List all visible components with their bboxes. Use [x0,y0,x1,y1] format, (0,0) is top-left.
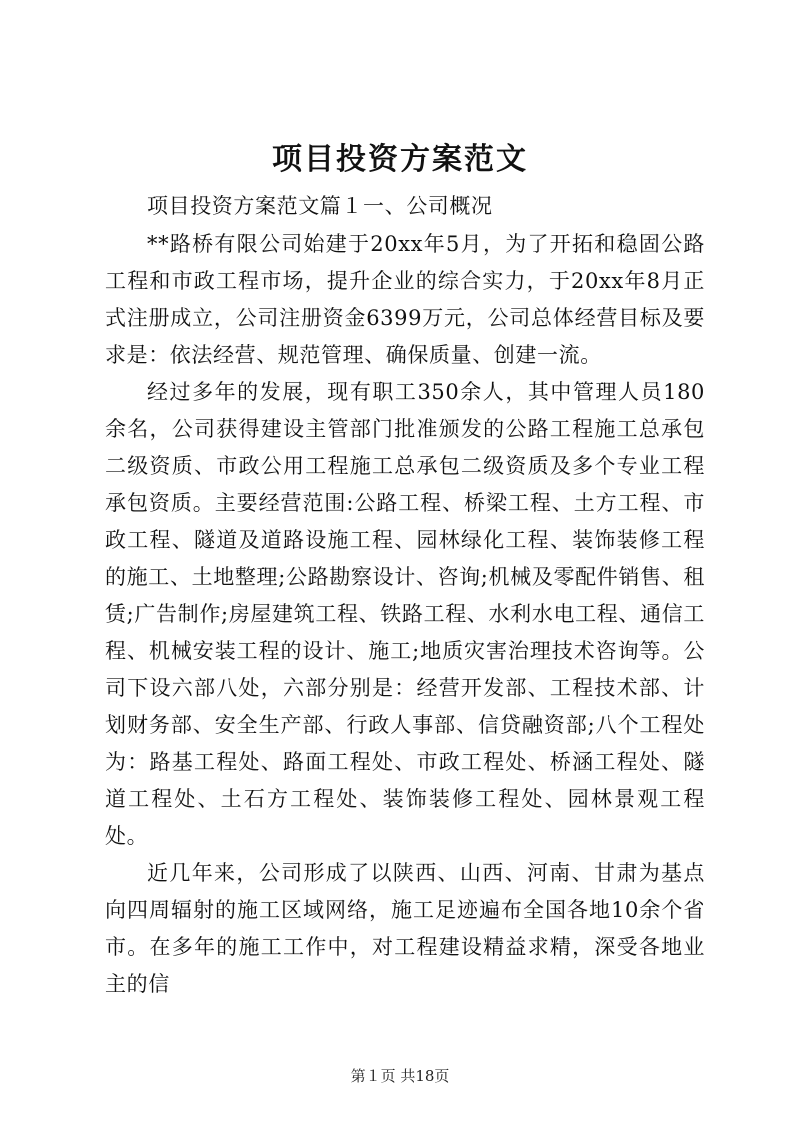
document-title: 项目投资方案范文 [272,142,528,177]
page-footer: 第１页 共18页 [350,1067,450,1085]
paragraph-recent-years: 近几年来，公司形成了以陕西、山西、河南、甘肃为基点向四周辐射的施工区域网络，施工足迹遍布全国各地10余个省市。在多年的施工工作中，对工程建设精益求精，深受各地业主的信 [105,861,705,996]
paragraph-company-development: 经过多年的发展，现有职工350余人，其中管理人员180余名，公司获得建设主管部门批准颁发的公路工程施工总承包二级资质、市政公用工程施工总承包二级资质及多个专业工程承包资质。主要经营范围:公路工程、桥梁工程、土方工程、市政工程、隧道及道路设施工程、园林绿化工程、装饰装修工程的施工、土地整理;公路勘察设计、咨询;机械及零配件销售、租赁;广告制作;房屋建筑工程、铁路工程、水利水电工程、通信工程、机械安装工程的设计、施工;地质灾害治理技术咨询等。公司下设六部八处，六部分别是：经营开发部、工程技术部、计划财务部、安全生产部、行政人事部、信贷融资部;八个工程处为：路基工程处、路面工程处、市政工程处、桥涵工程处、隧道工程处、土石方工程处、装饰装修工程处、园林景观工程处。 [105,380,705,848]
document-body [105,188,705,1003]
paragraph-heading: 项目投资方案范文篇１一、公司概况 [147,194,493,218]
paragraph-company-founding: **路桥有限公司始建于20xx年5月，为了开拓和稳固公路工程和市政工程市场，提升企业的综合实力，于20xx年8月正式注册成立，公司注册资金6399万元，公司总体经营目标及要求是：依法经营、规范管理、确保质量、创建一流。 [105,232,705,367]
